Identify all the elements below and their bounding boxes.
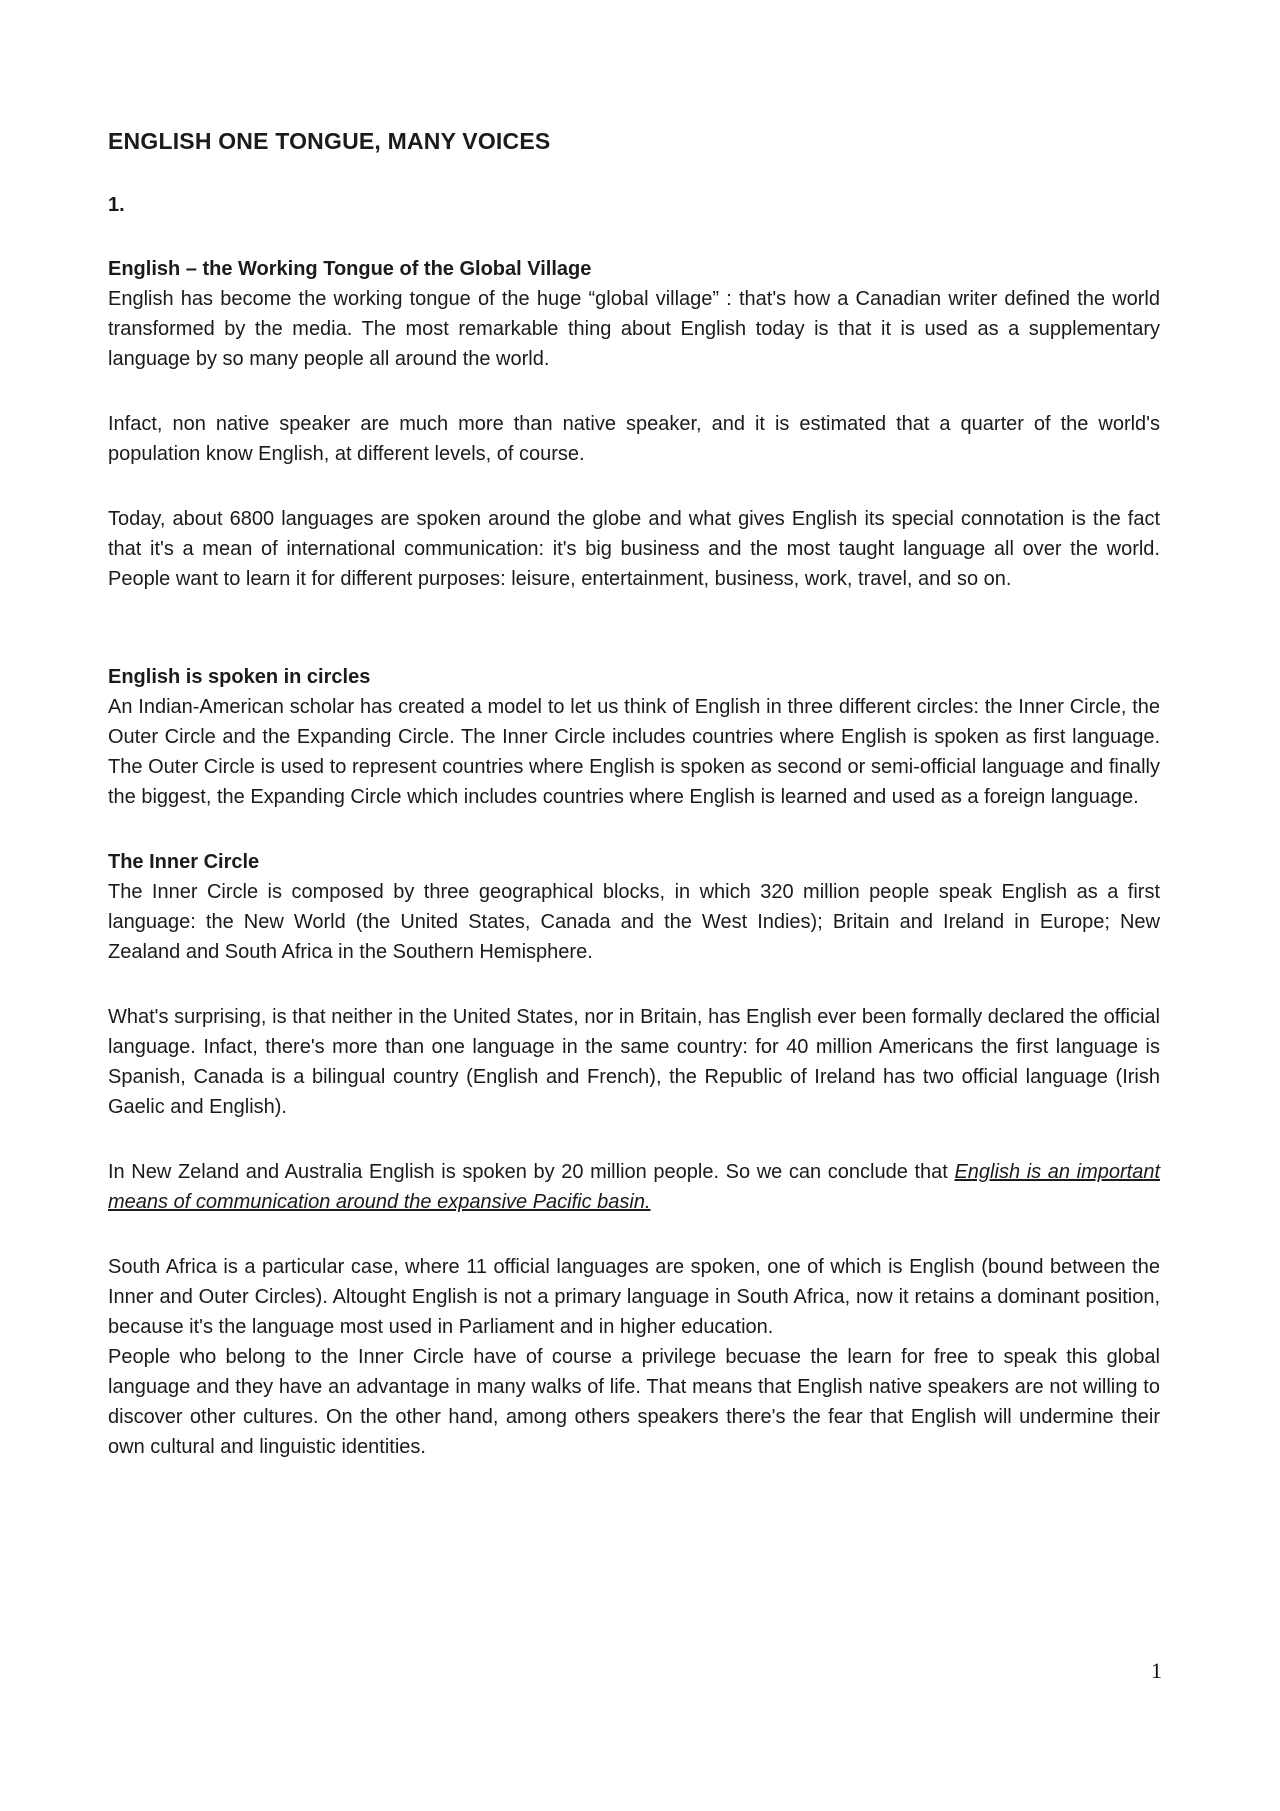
paragraph-inner-circle-privilege: People who belong to the Inner Circle have of course a privilege becuase the learn for free to speak this global language and they have an advantage in many walks of life. That means that English native speakers are not willing to discover other cultures. On the other hand, among others speakers there's the fear that English will undermine their own cultural and linguistic identities. (108, 1346, 1160, 1458)
document-title: ENGLISH ONE TONGUE, MANY VOICES (108, 128, 551, 154)
paragraph-south-africa: South Africa is a particular case, where 11 official languages are spoken, one of which is English (bound between the Inner and Outer Circles). Altought English is not a primary language in South Africa, now it retains a dominant position, because it's the language most used in Parliament and in higher education. (108, 1256, 1160, 1338)
paragraph-official-language: What's surprising, is that neither in the United States, nor in Britain, has English ever been formally declared the official language. Infact, there's more than one language in the same country: for 40 million Americans the first language is Spanish, Canada is a bilingual country (English and French), the Republic of Ireland has two official language (Irish Gaelic and English). (108, 1006, 1160, 1118)
paragraph-global-village: English has become the working tongue of the huge “global village” : that's how a Canadian writer defined the world transformed by the media. The most remarkable thing about English today is that it is used as a supplementary language by so many people all around the world. (108, 288, 1160, 370)
emphasized-underlined-text: English is an important means of communication around the expansive Pacific basin. (108, 1161, 1161, 1213)
paragraph-three-circles: An Indian-American scholar has created a model to let us think of English in three different circles: the Inner Circle, the Outer Circle and the Expanding Circle. The Inner Circle includes countries where English is spoken as first language. The Outer Circle is used to represent countries where English is spoken as second or semi-official language and finally the biggest, the Expanding Circle which includes countries where English is learned and used as a foreign language. (108, 696, 1160, 808)
paragraph-6800-languages: Today, about 6800 languages are spoken around the globe and what gives English its special connotation is the fact that it's a mean of international communication: it's big business and the most taught language all over the world. People want to learn it for different purposes: leisure, entertainment, business, work, travel, and so on. (108, 508, 1160, 590)
paragraph-non-native-speakers: Infact, non native speaker are much more than native speaker, and it is estimated that a quarter of the world's population know English, at different levels, of course. (108, 413, 1160, 465)
heading-inner-circle: The Inner Circle (108, 851, 260, 873)
paragraph-new-zealand-australia (108, 1157, 1160, 1217)
section-number: 1. (108, 194, 125, 216)
paragraph-geographical-blocks: The Inner Circle is composed by three geographical blocks, in which 320 million people speak English as a first language: the New World (the United States, Canada and the West Indies); Britain and Ireland in Europe; New Zealand and South Africa in the Southern Hemisphere. (108, 881, 1160, 963)
heading-spoken-in-circles: English is spoken in circles (108, 666, 371, 688)
heading-working-tongue: English – the Working Tongue of the Global Village (108, 258, 592, 280)
page-number: 1 (1151, 1658, 1162, 1683)
paragraph-lead-text: In New Zeland and Australia English is spoken by 20 million people. So we can conclude that (108, 1161, 955, 1183)
